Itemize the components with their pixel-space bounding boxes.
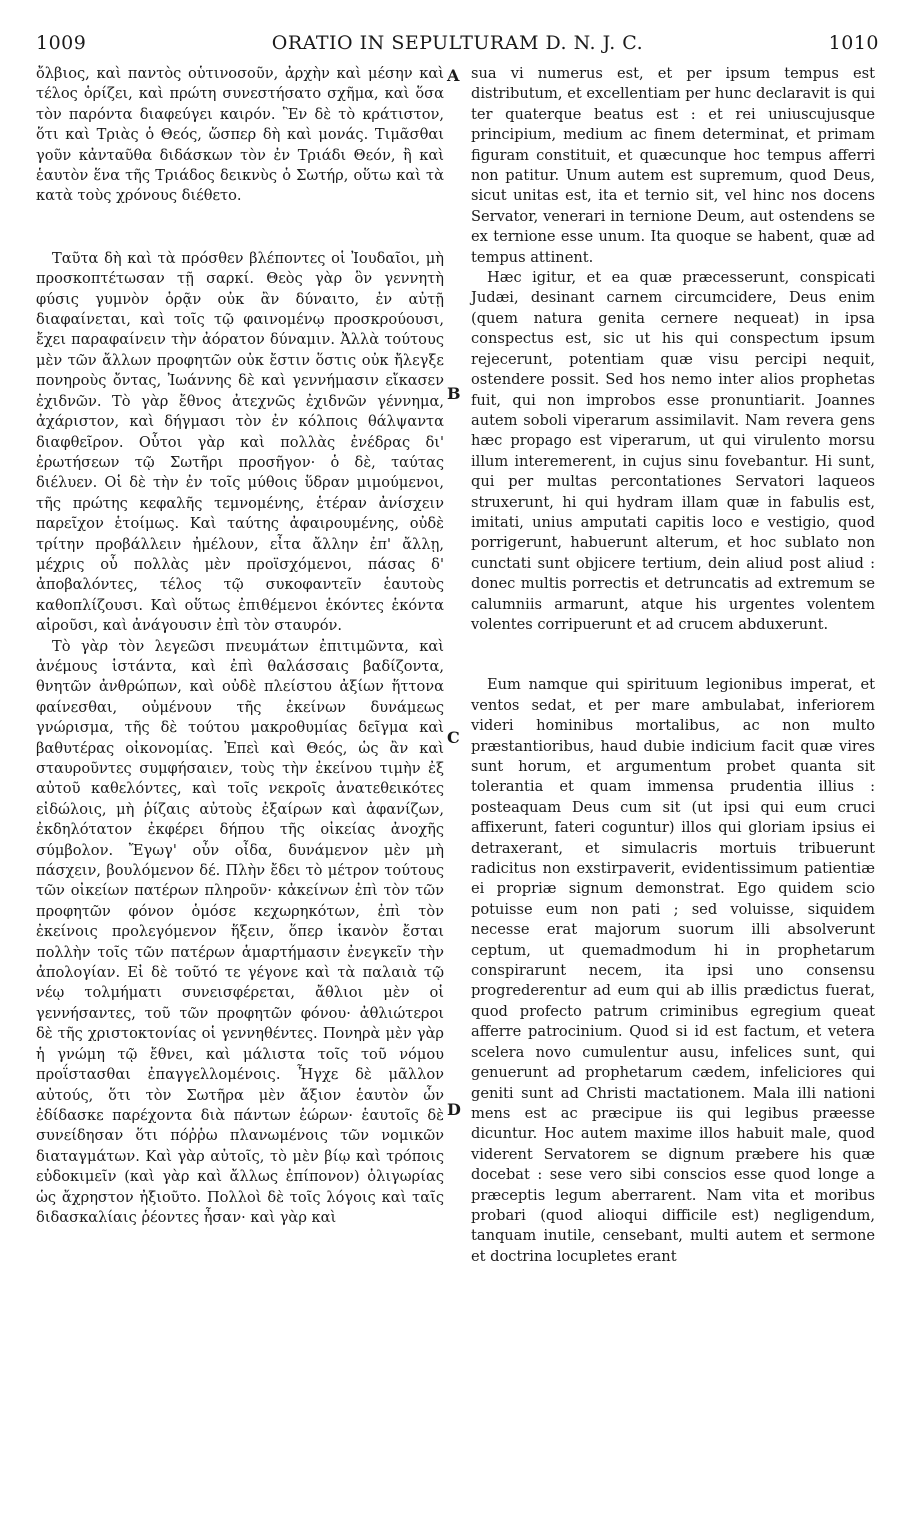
running-header bbox=[36, 32, 879, 62]
greek-paragraph-2: Ταῦτα δὴ καὶ τὰ πρόσθεν βλέποντες οἱ Ἰουδαῖοι, μὴ προσκοπτέτωσαν τῇ σαρκί. Θεὸς γὰρ ὃν γεννητὴ φύσις γυμνὸν ὁρᾷν οὐκ ἂν δύναιτο, ἐν αὐτῇ διαφαίνεται, καὶ τοῖς τῷ φαινομένῳ προσκρούουσι, ἔχει παραφαίνειν τὴν ἀόρατον δύναμιν. Ἀλλὰ τούτους μὲν τῶν ἄλλων προφητῶν οὐκ ἔστιν ὅστις οὐκ ἤλεγξε πονηροὺς ὄντας, Ἰωάννης δὲ καὶ γεννήμασιν εἴκασεν ἐχιδνῶν. Τὸ γὰρ ἔθνος ἀτεχνῶς ἐχιδνῶν γέννημα, ἀχάριστον, καὶ δήγμασι τὸν ἐν κόλποις θάλψαντα διαφθεῖρον. Οὗτοι γὰρ καὶ πολλὰς ἐνέδρας δι' ἐρωτήσεων τῷ Σωτῆρι προσῆγον· ὁ δὲ, ταύτας διέλυεν. Οἱ δὲ τὴν ἐν τοῖς μύθοις ὕδραν μιμούμενοι, τῆς πρώτης κεφαλῆς τεμνομένης, ἑτέραν ἀνίσχειν παρεῖχον ἑτοίμως. Καὶ ταύτης ἀφαιρουμένης, οὐδὲ τρίτην προβάλλειν ἠμέλουν, εἶτα ἄλλην ἐπ' ἄλλῃ, μέχρις οὗ πολλὰς μὲν προϊσχόμενοι, πάσας δ' ἀποβαλόντες, τέλος τῷ συκοφαντεῖν ἑαυτοὺς καθοπλίζουσι. Καὶ οὕτως ἐπιθέμενοι ἑκόντες ἑκόντα αἱροῦσι, καὶ ἀνάγουσιν ἐπὶ τὸν σταυρόν. bbox=[36, 249, 444, 635]
greek-paragraph-1: ὄλβιος, καὶ παντὸς οὑτινοσοῦν, ἀρχὴν καὶ μέσην καὶ τέλος ὁρίζει, καὶ πρώτη συνεστήσατο σχῆμα, καὶ ὅσα τὸν παρόντα διαφεύγει καιρόν. Ἓν δὲ τὸ κράτιστον, ὅτι καὶ Τριὰς ὁ Θεός, ὥσπερ δὴ καὶ μονάς. Τιμᾶσθαι γοῦν κἀνταῦθα διδάσκων τὸν ἐν Τριάδι Θεόν, ἢ καὶ ἑαυτὸν ἕνα τῆς Τριάδος δεικνὺς ὁ Σωτήρ, οὕτω καὶ τὰ κατὰ τοὺς χρόνους διέθετο. bbox=[36, 65, 444, 205]
running-title: ORATIO IN SEPULTURAM D. N. J. C. bbox=[271, 32, 644, 54]
page-number-left: 1009 bbox=[36, 32, 87, 54]
margin-letter-d: D bbox=[447, 1100, 461, 1119]
margin-letter-c: C bbox=[447, 728, 460, 747]
margin-letter-b: B bbox=[447, 384, 461, 403]
page-number-right: 1010 bbox=[828, 32, 879, 54]
latin-paragraph-3: Eum namque qui spirituum legionibus imperat, et ventos sedat, et per mare ambulabat, inferiorem videri hominibus mortalibus, ac non multo præstantioribus, haud dubie indicium facit quæ vires sunt horum, et argumentum probet quanta sit tolerantia et quam immensa prudentia illius : posteaquam Deus cum sit (ut ipsi qui eum cruci affixerunt, fateri coguntur) illos qui gloriam ipsius ei detraxerant, et simulacris mortuis tribuerunt radicitus non exstirpaverit, evidentissimum patientiæ ei propriæ signum demonstrat. Ego quidem scio potuisse eum non pati ; sed voluisse, siquidem necesse erat majorum suorum illi absolverunt ceptum, ut quemadmodum hi in prophetarum conspirarunt necem, ita ipsi uno consensu progrederentur ad eum qui ab illis prædictus fuerat, quod profecto patrum criminibus egregium queat afferre patrocinium. Quod si id est factum, et vetera scelera novo cumulentur ausu, infelices sunt, qui genuerunt ad prophetarum cædem, infeliciores qui geniti sunt ad Christi mactationem. Mala illi nationi mens est ac præcipue iis qui legibus præesse dicuntur. Hoc autem maxime illos habuit male, quod viderent Servatorem se dignum præbere his quæ docebat : sese vero sibi conscios esse quod longe a præceptis legum aberrarent. Nam vita et moribus probari (quod alioqui difficile est) negligendum, tanquam inutile, censebant, multi autem et sermone et doctrina locupletes erant bbox=[471, 676, 875, 1265]
latin-paragraph-2: Hæc igitur, et ea quæ præcesserunt, conspicati Judæi, desinant carnem circumcidere, Deus enim (quem natura genita cernere nequeat) in ipsa conspectus est, sic ut his qui conspectum ipsum rejecerunt, potentiam quæ visu percipi nequit, ostendere possit. Sed hos nemo inter alios prophetas fuit, qui non improbos esse pronuntiarit. Joannes autem soboli viperarum assimilavit. Nam revera gens hæc propago est viperarum, ut qui virulento morsu illum interemerent, in cujus sinu fovebantur. Hi sunt, qui per multas percontationes Servatori laqueos struxerunt, hi qui hydram illam quæ in fabulis est, imitati, unius amputati capitis loco e vestigio, quod porrigerunt, habuerunt alterum, et hoc sublato non cunctati sunt objicere tertium, dein aliud post aliud : donec multis porrectis et detruncatis ad extremum se calumniis armarunt, atque his urgentes volentem volentes corripuerunt et ad crucem abduxerunt. bbox=[471, 269, 875, 633]
latin-column bbox=[471, 64, 875, 1267]
greek-column bbox=[36, 64, 444, 1228]
latin-paragraph-1: sua vi numerus est, et per ipsum tempus est distributum, et excellentiam per hunc declaravit is qui ter quaterque beatus est : et rei uniuscujusque principium, medium ac finem determinat, et primam figuram constituit, et quæcunque hoc tempus afferri non patitur. Unum autem est supremum, quod Deus, sicut unitas est, ita et ternio sit, vel hinc nos docens Servator, venerari in ternione Deum, aut ostendens se ex ternione esse unum. Ita quoque se habent, quæ ad tempus attinent. bbox=[471, 65, 875, 266]
greek-paragraph-3: Τὸ γὰρ τὸν λεγεῶσι πνευμάτων ἐπιτιμῶντα, καὶ ἀνέμους ἱστάντα, καὶ ἐπὶ θαλάσσαις βαδίζοντα, θνητῶν ἀνθρώπων, καὶ οὐδὲ πλείστου ἀξίων ἥττονα φαίνεσθαι, οὐμένουν τῆς ἐκείνων δυνάμεως γνώρισμα, τῆς δὲ τούτου μακροθυμίας δεῖγμα καὶ βαθυτέρας οἰκονομίας. Ἐπεὶ καὶ Θεός, ὡς ἂν καὶ σταυροῦντες συμφήσαιεν, τοὺς τὴν ἐκείνου τιμὴν ἐξ αὐτοῦ καθελόντες, καὶ τοῖς νεκροῖς ἀνατεθεικότες εἰδώλοις, μὴ ῥίζαις αὐτοὺς ἐξαίρων καὶ ἀφανίζων, ἐκδηλότατον ἐκφέρει δήπου τῆς οἰκείας ἀνοχῆς σύμβολον. Ἔγωγ' οὖν οἶδα, δυνάμενον μὲν μὴ πάσχειν, βουλόμενον δέ. Πλὴν ἔδει τὸ μέτρον τούτους τῶν οἰκείων πατέρων πληροῦν· κἀκείνων ἐπὶ τὸν τῶν προφητῶν φόνον ὁμόσε κεχωρηκότων, ἐπὶ τὸν ἐκείνοις προλεγόμενον ἥξειν, ὅπερ ἱκανὸν ἔσται πολλὴν τοῖς τῶν πατέρων ἁμαρτήμασιν ἐνεγκεῖν τὴν ἀπολογίαν. Εἰ δὲ τοῦτό τε γέγονε καὶ τὰ παλαιὰ τῷ νέῳ τολμήματι συνεισφέρεται, ἄθλιοι μὲν οἱ γεννήσαντες, τοῦ τῶν προφητῶν φόνου· ἀθλιώτεροι δὲ τῆς χριστοκτονίας οἱ γεννηθέντες. Πονηρὰ μὲν γὰρ ἡ γνώμη τῷ ἔθνει, καὶ μάλιστα τοῖς τοῦ νόμου προΐστασθαι ἐπαγγελλομένοις. Ἦγχε δὲ μᾶλλον αὐτούς, ὅτι τὸν Σωτῆρα μὲν ἄξιον ἑαυτὸν ὧν ἐδίδασκε παρέχοντα διὰ πάντων ἑώρων· ἑαυτοῖς δὲ συνείδησαν ὅτι πόῤῥω πλανωμένοις τῶν νομικῶν διαταγμάτων. Καὶ γὰρ αὐτοῖς, τὸ μὲν βίῳ καὶ τρόποις εὐδοκιμεῖν (καὶ γὰρ καὶ ἄλλως ἐπίπονον) ὀλιγωρίας ὡς ἄχρηστον ἠξιοῦτο. Πολλοὶ δὲ τοῖς λόγοις καὶ ταῖς διδασκαλίαις ῥέοντες ἦσαν· καὶ γὰρ καὶ bbox=[36, 637, 444, 1226]
margin-letter-a: A bbox=[447, 66, 460, 85]
